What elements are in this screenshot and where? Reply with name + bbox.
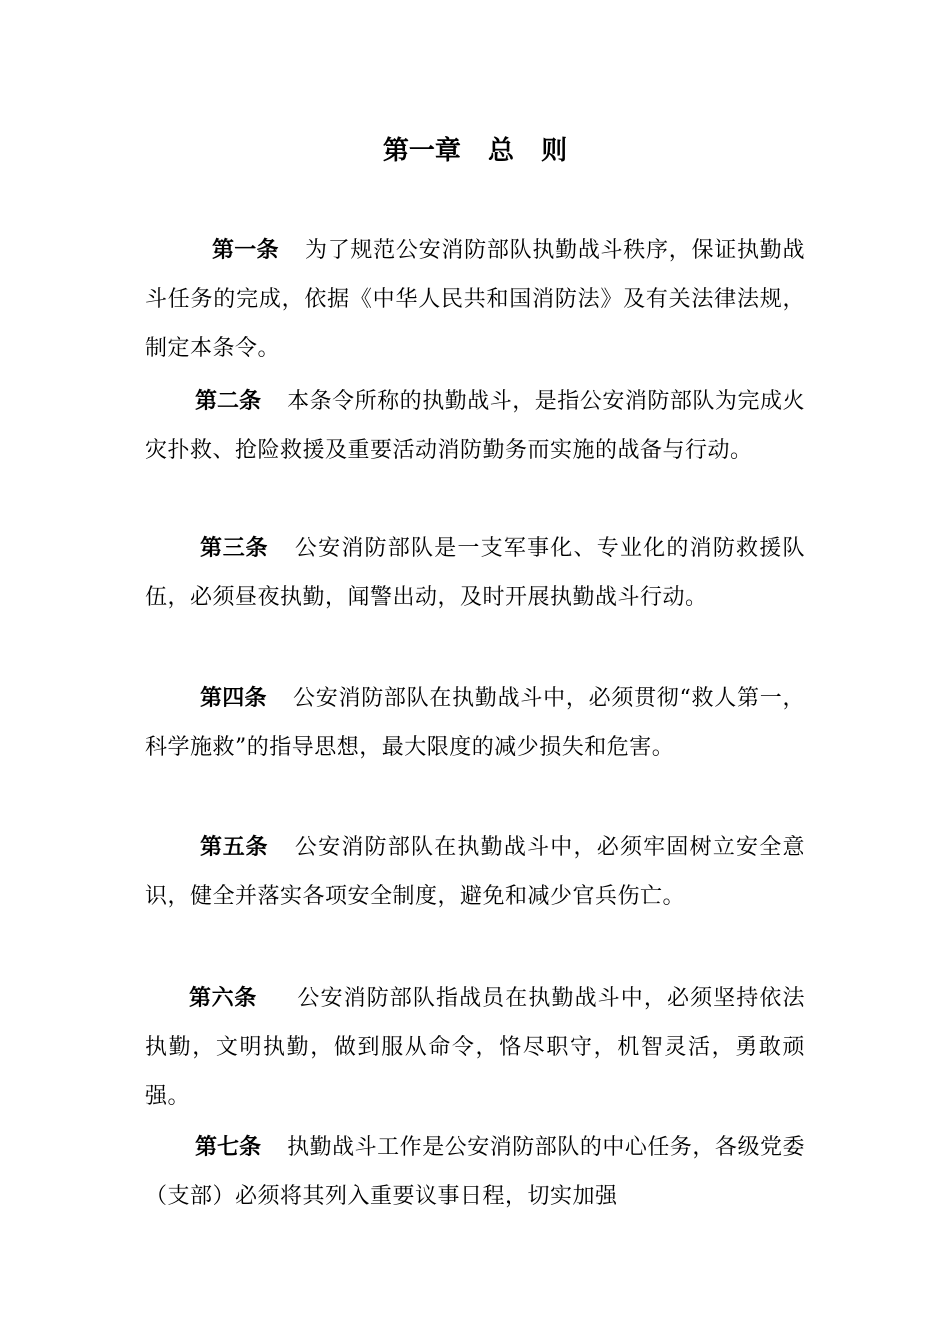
article-7: [145, 1123, 805, 1221]
article-4: [145, 674, 805, 772]
article-6: [145, 974, 805, 1121]
article-label: 第六条: [189, 986, 257, 1011]
article-label: 第七条: [195, 1135, 262, 1160]
article-text: 公安消防部队指战员在执勤战斗中，必须坚持依法执勤，文明执勤，做到服从命令，恪尽职守，机智灵活，勇敢顽强。: [145, 986, 805, 1109]
article-text: 公安消防部队在执勤战斗中，必须贯彻“救人第一，科学施救”的指导思想，最大限度的减少损失和危害。: [145, 686, 805, 760]
article-1: [145, 226, 805, 373]
article-2: [145, 377, 805, 475]
article-label: 第二条: [195, 389, 262, 414]
chapter-title: 第一章 总 则: [382, 136, 568, 166]
article-3: [145, 524, 805, 622]
article-5: [145, 823, 805, 921]
article-text: 执勤战斗工作是公安消防部队的中心任务，各级党委（支部）必须将其列入重要议事日程，切实加强: [145, 1135, 805, 1209]
article-label: 第四条: [200, 686, 267, 711]
article-text: 公安消防部队在执勤战斗中，必须牢固树立安全意识，健全并落实各项安全制度，避免和减少官兵伤亡。: [145, 835, 805, 909]
article-label: 第五条: [200, 835, 269, 860]
article-text: 公安消防部队是一支军事化、专业化的消防救援队伍，必须昼夜执勤，闻警出动，及时开展执勤战斗行动。: [145, 536, 805, 610]
article-label: 第一条: [212, 238, 279, 263]
article-text: 本条令所称的执勤战斗，是指公安消防部队为完成火灾扑救、抢险救援及重要活动消防勤务而实施的战备与行动。: [145, 389, 805, 463]
article-label: 第三条: [200, 536, 269, 561]
article-text: 为了规范公安消防部队执勤战斗秩序，保证执勤战斗任务的完成，依据《中华人民共和国消防法》及有关法律法规，制定本条令。: [145, 238, 805, 361]
